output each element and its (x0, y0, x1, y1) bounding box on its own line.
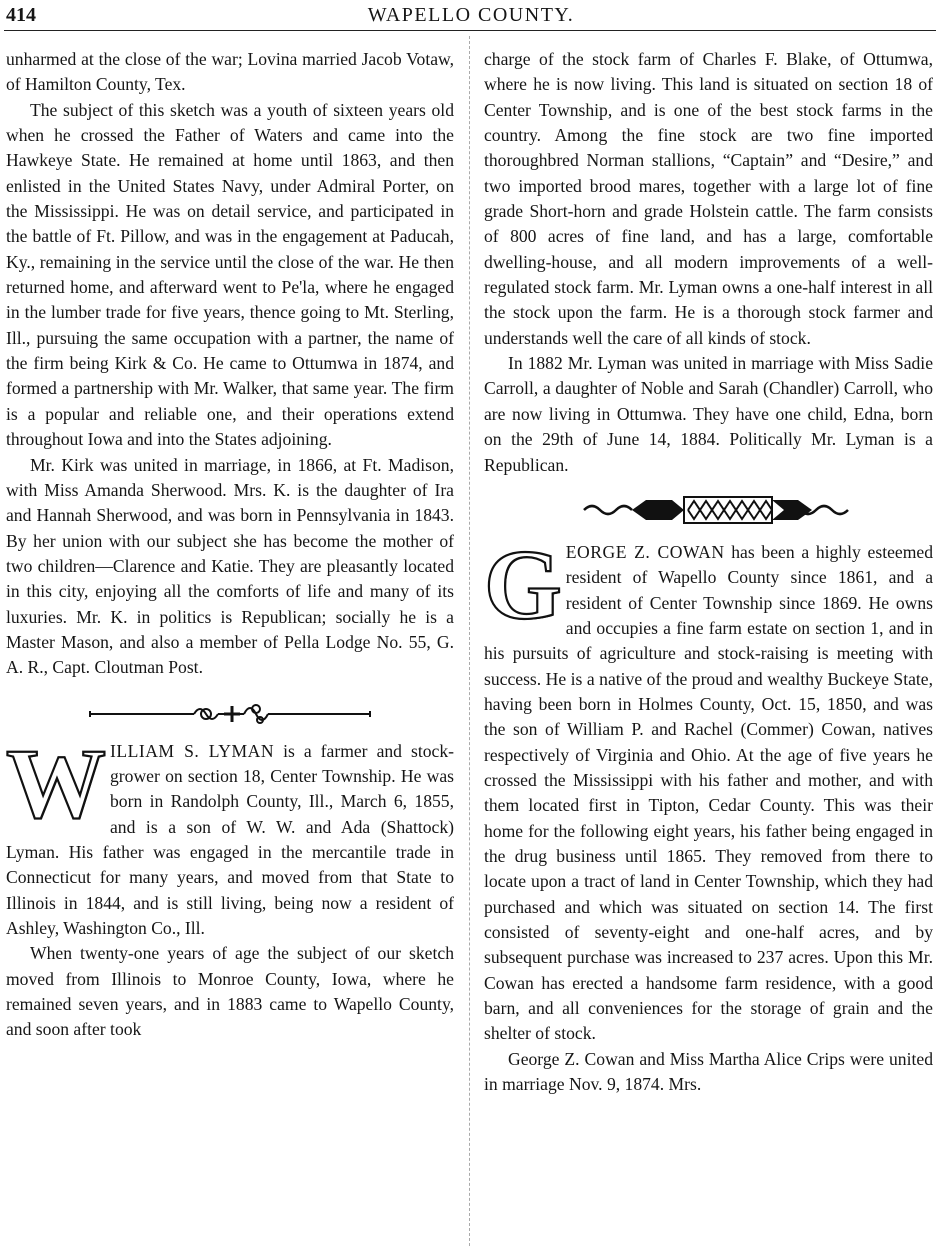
lyman-intro-text: is a farmer and stock-grower on section 18, Center Township. He was born in Randolph County, Ill., March 6, 1855, and is a son of W. W. and Ada (Shattock) Lyman. His father was engaged in the mercantile trade in Connecticut for many years, and moved from that State to Illinois in 1844, and is still living, being now a resident of Ashley, Washington Co., Ill. (6, 740, 454, 938)
ornamental-separator-left (6, 689, 454, 739)
lyman-marriage-paragraph: In 1882 Mr. Lyman was united in marriage with Miss Sadie Carroll, a daughter of Noble and Sarah (Chandler) Carroll, who are now living in Ottumwa. They have one child, Edna, born on the 29th of June 14, 1884. Politically Mr. Lyman is a Republican. (484, 353, 933, 475)
drop-cap-g: G (484, 528, 562, 640)
right-column (484, 47, 933, 1097)
page-number: 414 (6, 4, 36, 26)
kirk-service-paragraph: The subject of this sketch was a youth of sixteen years old when he crossed the Father of Waters and came into the Hawkeye State. He remained at home until 1863, and then enlisted in the United States Navy, under Admiral Porter, on the Mississippi. He was on detail service, and participated in the battle of Ft. Pillow, and was in the engagement at Paducah, Ky., remaining in the service until the close of the war. He then returned home, and afterward went to Pe'la, where he engaged in the lumber trade for five years, thence going to Mt. Sterling, Ill., pursuing the same occupation with a partner, the name of the firm being Kirk & Co. He came to Ottumwa in 1874, and formed a partnership with Mr. Walker, that same year. The firm is a popular and reliable one, and their operations extend throughout Iowa and into the States adjoining. (6, 99, 454, 450)
cowan-intro-paragraph (484, 528, 933, 1047)
page-header (0, 0, 942, 30)
cowan-intro-text: has been a highly esteemed resident of Wapello County since 1861, and a resident of Center Township since 1869. He owns and occupies a fine farm estate on section 1, and in his pursuits of agriculture and stock-raising is meeting with success. He is a native of the proud and wealthy Buckeye State, having been born in Holmes County, Oct. 15, 1850, and was the son of William P. and Rachel (Commer) Cowan, natives respectively of Virginia and Ohio. At the age of five years he crossed the Mississippi with his father and mother, and with them located first in Tipton, Cedar County. This was their home for the following eight years, his father being engaged in the drug business until 1865. They removed from there to locate upon a tract of land in Center Township, which they had purchased and which was situated on section 14. The first consisted of seventy-eight and one-half acres, and by subsequent purchase was increased to 237 acres. Upon this Mr. Cowan has erected a handsome farm residence, with a good barn, and all conveniences for the storage of grain and the shelter of stock. (484, 541, 933, 1044)
cowan-marriage-paragraph: George Z. Cowan and Miss Martha Alice Crips were united in marriage Nov. 9, 1874. Mrs. (484, 1048, 933, 1095)
column-gutter-rule (469, 36, 470, 1246)
kirk-marriage-paragraph: Mr. Kirk was united in marriage, in 1866, at Ft. Madison, with Miss Amanda Sherwood. Mrs. K. is the daughter of Ira and Hannah Sherwood, and was born in Pennsylvania in 1843. By her union with our subject she has become the mother of two children—Clarence and Katie. They are pleasantly located in this city, enjoying all the comforts of life and many of its luxuries. Mr. K. in politics is Republican; socially he is a Master Mason, and also a member of Pella Lodge No. 55, G. A. R., Capt. Cloutman Post. (6, 454, 454, 678)
ornament-band-icon (484, 482, 933, 534)
ornamental-separator-right (484, 482, 933, 534)
lyman-move-paragraph: When twenty-one years of age the subject of our sketch moved from Illinois to Monroe County, Iowa, where he remained seven years, and in 1883 came to Wapello County, and soon after took (6, 943, 454, 1040)
cowan-name: EORGE Z. COWAN (565, 541, 725, 562)
lyman-farm-paragraph: charge of the stock farm of Charles F. Blake, of Ottumwa, where he is now living. This land is situated on section 18 of Center Township, and is one of the best stock farms in the country. Among the fine stock are two fine imported thoroughbred Norman stallions, “Captain” and “Desire,” and two imported brood mares, together with a large lot of fine grade Short-horn and grade Holstein cattle. The farm consists of 800 acres of fine land, and has a large, comfortable dwelling-house, and all modern improvements of a well-regulated stock farm. Mr. Lyman owns a one-half interest in all the stock upon the farm. He is a thorough stock farmer and understands well the care of all kinds of stock. (484, 49, 933, 348)
ornament-rule-icon (6, 689, 454, 739)
drop-cap-w: W (6, 727, 106, 839)
lyman-name: ILLIAM S. LYMAN (110, 740, 275, 761)
kirk-closing-paragraph: unharmed at the close of the war; Lovina married Jacob Votaw, of Hamilton County, Tex. (6, 49, 454, 95)
header-rule (4, 30, 936, 31)
lyman-intro-paragraph (6, 727, 454, 942)
running-title: WAPELLO COUNTY. (367, 4, 575, 26)
left-column (6, 47, 454, 1043)
